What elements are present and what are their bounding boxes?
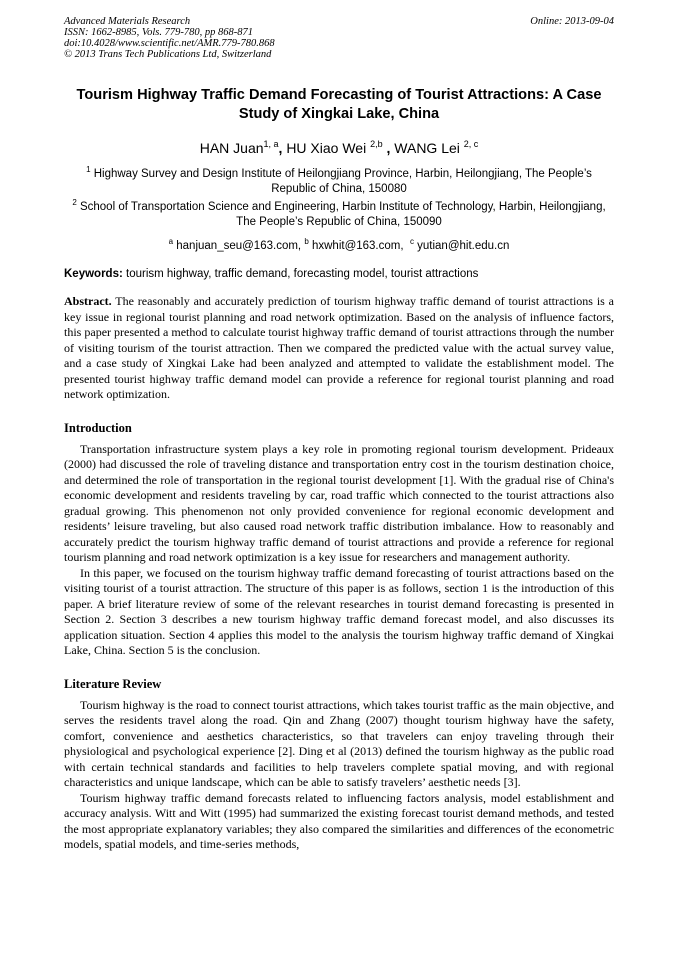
author-emails xyxy=(64,235,614,254)
journal-name: Advanced Materials Research xyxy=(64,16,191,27)
author-affiliation-mark: 2,b xyxy=(370,139,383,149)
keywords xyxy=(64,267,614,282)
affiliation-item xyxy=(64,163,614,196)
paper-page xyxy=(0,16,678,975)
email-address[interactable]: yutian@hit.edu.cn xyxy=(417,240,510,252)
affiliations xyxy=(64,163,614,229)
keywords-label: Keywords: xyxy=(64,267,123,280)
issn-line: ISSN: 1662-8985, Vols. 779-780, pp 868-871 xyxy=(64,27,253,38)
author-affiliation-mark: 1, a xyxy=(263,139,279,149)
email-mark: b xyxy=(304,237,309,246)
running-head xyxy=(64,16,614,60)
section-heading-introduction: Introduction xyxy=(64,420,132,435)
affiliation-number: 1 xyxy=(86,165,91,174)
abstract-label: Abstract. xyxy=(64,294,112,308)
author-list: HAN Juan$^{1, a}$, HU Xiao Wei $^{2,b}$ , WANG Lei $^{2, c}$ xyxy=(199,139,479,156)
author-name: HU Xiao Wei xyxy=(286,140,367,156)
abstract-text: The reasonably and accurately prediction of tourism highway traffic demand of tourist attractions is a key issue in regional tourist planning and road network optimization. Based on the analysis of influence factors, this paper presented a method to calculate tourist highway traffic demand of tourist attractions through the number of visiting tourism of the tourist attraction. Then we compared the predicted value with the actual survey value, and a case study of Xingkai Lake had been analyzed and attempted to validate the establishment model. The presented tourist highway traffic demand model can provide a reference for regional tourist planning and road network optimization. xyxy=(64,294,614,401)
author-name: WANG Lei xyxy=(394,140,460,156)
affiliation-text: School of Transportation Science and Engineering, Harbin Institute of Technology, Harbin, Heilongjiang, The People’s Republic of China, 150090 xyxy=(79,201,606,228)
keywords-text: tourism highway, traffic demand, forecasting model, tourist attractions xyxy=(126,267,479,280)
email-mark: c xyxy=(409,237,414,246)
doi-line: doi:10.4028/www.scientific.net/AMR.779-780.868 xyxy=(64,38,275,49)
author-name: HAN Juan xyxy=(199,140,264,156)
paragraph: Tourism highway traffic demand forecasts related to influencing factors analysis, model establishment and accuracy analysis. Witt and Witt (1995) had summarized the existing forecast tourist demand methods, and tested the most appropriate explanatory variables; they also compared the similarities and differences of the econometric models, spatial models, and time-series methods, xyxy=(64,790,614,851)
abstract xyxy=(64,294,614,403)
email-address[interactable]: hxwhit@163.com, xyxy=(311,240,404,252)
email-address[interactable]: hanjuan_seu@163.com, xyxy=(176,240,302,252)
affiliation-text: Highway Survey and Design Institute of Heilongjiang Province, Harbin, Heilongjiang, The People’s Republic of China, 150080 xyxy=(93,168,592,195)
online-date: Online: 2013-09-04 xyxy=(530,16,614,27)
author-affiliation-mark: 2, c xyxy=(463,139,479,149)
email-mark: a xyxy=(168,237,174,246)
paper-title: Tourism Highway Traffic Demand Forecasting of Tourist Attractions: A Case Study of Xingkai Lake, China xyxy=(76,87,602,122)
paragraph: In this paper, we focused on the tourism highway traffic demand forecasting of tourist attractions based on the visiting tourist of a tourist attraction. The structure of this paper is as follows, section 1 is the introduction of this paper. A brief literature review of some of the relevant researches in tourist demand forecasting is presented in Section 2. Section 3 describes a new tourism highway traffic demand forecast model, and also discusses its application situation. Section 4 applies this model to the analysis the tourism highway traffic demand of Xingkai Lake, China. Section 5 is the conclusion. xyxy=(64,565,614,657)
affiliation-item xyxy=(64,196,614,229)
copyright-line: © 2013 Trans Tech Publications Ltd, Switzerland xyxy=(64,49,272,60)
paragraph: Tourism highway is the road to connect tourist attractions, which takes tourist traffic as the main objective, and serves the residents travel along the road. Qin and Zhang (2007) thought tourism highway have the safety, comfort, convenience and aesthetics characteristics, so that travelers can enjoy traveling through their physiological and psychological experience [2]. Ding et al (2013) defined the tourism highway as the public road with certain technical standards and facilities to help travelers complete spatial moving, and with regional characteristics and unique landscape, which can be able to satisfy travelers’ aesthetic needs [3]. xyxy=(64,697,614,789)
section-heading-literature-review: Literature Review xyxy=(64,676,162,691)
affiliation-number: 2 xyxy=(72,198,77,207)
paragraph: Transportation infrastructure system plays a key role in promoting regional tourism development. Prideaux (2000) had discussed the role of traveling distance and transportation entry cost in the tourism destination choice, and determined the role of transportation in the regional tourist development [1]. With the gradual rise of China's economic development and residents traveling by car, road traffic which connected to the tourist attractions also gradual growing. This phenomenon not only provided convenience for regional economic development and residents’ leisure traveling, but also caused road network traffic distribution imbalance. How to reasonably and accurately predict the tourism highway traffic demand of tourist attractions and provide a reference for regional tourism planning and road network optimization is a key issue for researchers and management authority. xyxy=(64,441,614,564)
